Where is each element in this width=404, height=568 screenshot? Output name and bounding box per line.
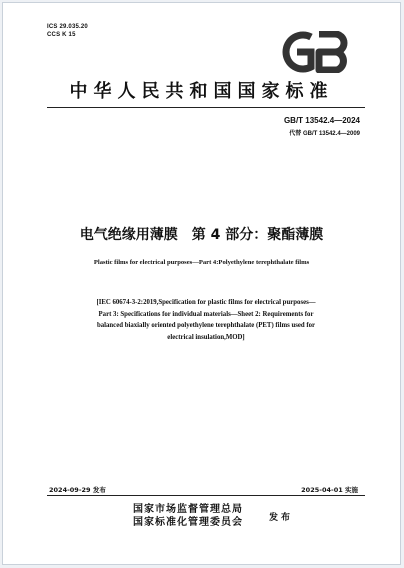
ccs-code: CCS K 15 [47,32,76,38]
national-standard-title: 中华人民共和国国家标准 [69,81,334,102]
classification-codes [47,23,88,39]
publish-date: 2024-09-29 发布 [49,486,106,494]
iec-line: Part 3: Specifications for individual materials—Sheet 2: Requirements for [98,310,314,318]
header-rule [47,107,365,108]
issuer-line: 国家市场监督管理总局 [133,504,243,515]
implement-date: 2025-04-01 实施 [301,486,358,494]
issue-label: 发布 [269,513,294,523]
chinese-title: 电气绝缘用薄膜 第 4 部分：聚酯薄膜 [79,227,324,243]
ics-code: ICS 29.035.20 [47,24,88,30]
iec-line: electrical insulation,MOD] [167,333,245,341]
standard-number: GB/T 13542.4—2024 [283,116,360,125]
issuing-authorities [133,503,243,529]
document-page [2,2,401,565]
iec-line: balanced biaxially oriented polyethylene terephthalate (PET) films used for [96,322,316,329]
gb-logo-icon [275,31,355,73]
replaces-note: 代替 GB/T 13542.4—2009 [289,131,360,137]
issuer-line: 国家标准化管理委员会 [133,517,243,528]
english-title: Plastic films for electrical purposes—Part 4:Polyethylene terephthalate films [93,259,310,266]
footer-rule [47,495,365,496]
gb-logo-graphic [275,31,355,73]
iec-line: [IEC 60674-3-2:2019,Specification for plastic films for electrical purposes— [96,299,316,306]
iec-reference [53,297,359,343]
